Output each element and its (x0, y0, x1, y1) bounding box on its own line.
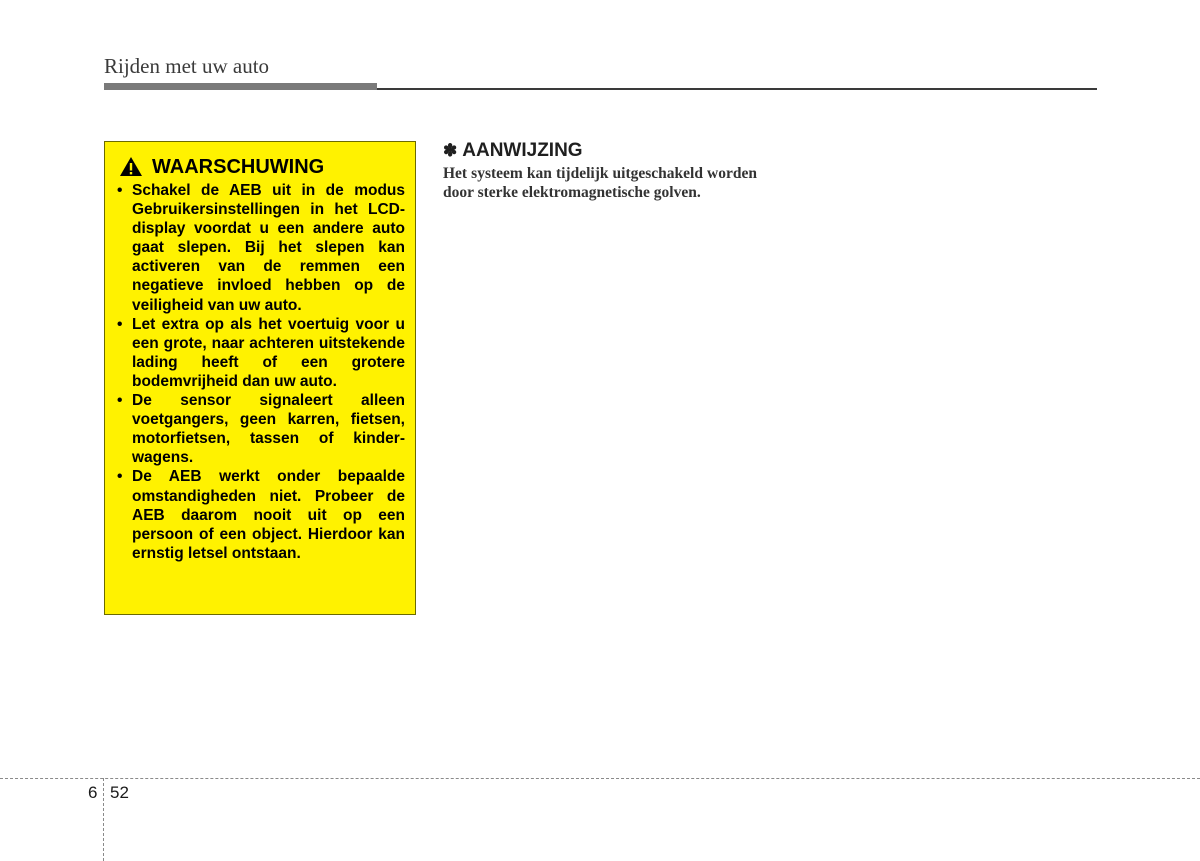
note-heading (443, 141, 757, 160)
warning-triangle-icon (119, 156, 143, 177)
page-number: 52 (110, 783, 129, 802)
warning-heading (119, 156, 405, 177)
warning-box (104, 141, 416, 615)
warning-item-text: Let extra op als het voertuig voor u een grote, naar achteren uitstekende lading heeft of een grotere bodemvrijheid dan uw auto. (132, 315, 405, 390)
footer-divider (103, 778, 104, 861)
warning-item (115, 391, 405, 467)
warning-item-text: De sensor signaleert alleen voetgangers, geen karren, fietsen, motorfietsen, tassen of kinderwagens. (132, 392, 405, 467)
header-rule-thin (377, 88, 1097, 90)
footer-rule (0, 778, 1200, 779)
warning-heading-label: WAARSCHUWING (152, 155, 325, 178)
bullet-icon: • (117, 315, 123, 333)
note-section (443, 138, 757, 202)
warning-item (115, 181, 405, 315)
warning-list (115, 181, 405, 563)
asterisk-icon: ✽ (443, 141, 458, 160)
note-body: Het systeem kan tijdelijk uitgeschakeld worden door sterke elektromagnetische golven. (443, 165, 757, 201)
bullet-icon: • (117, 182, 123, 199)
warning-item (115, 467, 405, 562)
bullet-icon: • (117, 392, 123, 410)
note-heading-label: AANWIJZING (462, 140, 583, 161)
header-rule-thick (104, 83, 377, 90)
chapter-number: 6 (88, 783, 98, 802)
warning-item-text: De AEB werkt onder bepaalde omstandigheden niet. Probeer de AEB daarom nooit uit op een persoon of een object. Hierdoor kan ernstig letsel ontstaan. (132, 468, 405, 562)
warning-item (115, 315, 405, 391)
page-header-title: Rijden met uw auto (104, 54, 270, 78)
warning-item-text: Schakel de AEB uit in de modus Gebruikersinstellingen in het LCD-display voordat u een andere auto gaat slepen. Bij het slepen kan activeren van de remmen een negatieve invloed hebben op de veiligheid van uw auto. (132, 182, 405, 314)
bullet-icon: • (117, 468, 123, 486)
